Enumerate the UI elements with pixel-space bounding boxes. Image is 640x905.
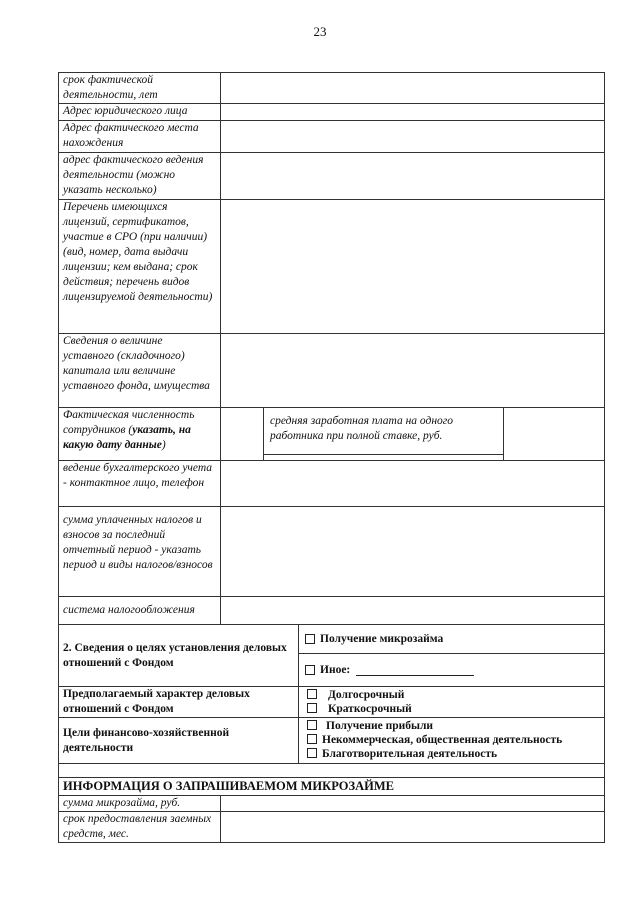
- loan-term-label: срок предоставления заемных средств, мес.: [59, 812, 221, 843]
- loan-term-field[interactable]: [221, 812, 605, 843]
- loan-info-header: ИНФОРМАЦИЯ О ЗАПРАШИВАЕМОМ МИКРОЗАЙМЕ: [59, 778, 605, 796]
- purpose-other-option[interactable]: Иное:: [305, 654, 598, 686]
- staff-count-label: Фактическая численность сотрудников (указать, на какую дату данные): [59, 408, 221, 461]
- tax-system-label: система налогообложения: [59, 597, 221, 625]
- application-form-table: [58, 72, 605, 843]
- licenses-field[interactable]: [221, 200, 605, 334]
- nature-option-short-term[interactable]: Краткосрочный: [307, 702, 596, 716]
- section2-title: 2. Сведения о целях установления деловых отношений с Фондом: [59, 625, 299, 687]
- purpose-loan-option[interactable]: Получение микрозайма: [299, 625, 604, 654]
- checkbox-icon[interactable]: [307, 734, 317, 744]
- operating-period-field[interactable]: [221, 73, 605, 104]
- goals-option-nonprofit[interactable]: Некоммерческая, общественная деятельность: [307, 733, 596, 747]
- capital-field[interactable]: [221, 334, 605, 408]
- goals-label: Цели финансово-хозяйственной деятельности: [59, 718, 299, 764]
- page-number: 23: [313, 24, 327, 39]
- loan-amount-label: сумма микрозайма, руб.: [59, 796, 221, 812]
- actual-address-label: Адрес фактического места нахождения: [59, 121, 221, 153]
- nature-option-long-term[interactable]: Долгосрочный: [307, 688, 596, 702]
- capital-label: Сведения о величине уставного (складочного) капитала или величине уставного фонда, имущества: [59, 334, 221, 408]
- checkbox-icon[interactable]: [307, 720, 317, 730]
- taxes-paid-label: сумма уплаченных налогов и взносов за последний отчетный период - указать период и виды налогов/взносов: [59, 507, 221, 597]
- taxes-paid-field[interactable]: [221, 507, 605, 597]
- checkbox-icon[interactable]: [305, 665, 315, 675]
- spacer-row: [59, 764, 605, 778]
- licenses-label: Перечень имеющихся лицензий, сертификатов, участие в СРО (при наличии) (вид, номер, дата выдачи лицензии; кем выдана; срок действия; перечень видов лицензируемой деятельности): [59, 200, 221, 334]
- business-address-field[interactable]: [221, 153, 605, 200]
- checkbox-icon[interactable]: [307, 703, 317, 713]
- business-address-label: адрес фактического ведения деятельности (можно указать несколько): [59, 153, 221, 200]
- nature-label: Предполагаемый характер деловых отношений с Фондом: [59, 687, 299, 718]
- staff-count-field[interactable]: [221, 408, 264, 460]
- checkbox-icon[interactable]: [307, 689, 317, 699]
- legal-address-label: Адрес юридического лица: [59, 104, 221, 121]
- legal-address-field[interactable]: [221, 104, 605, 121]
- operating-period-label: срок фактической деятельности, лет: [59, 73, 221, 104]
- checkbox-icon[interactable]: [305, 634, 315, 644]
- loan-amount-field[interactable]: [221, 796, 605, 812]
- salary-field[interactable]: [504, 408, 605, 460]
- tax-system-field[interactable]: [221, 597, 605, 625]
- checkbox-icon[interactable]: [307, 748, 317, 758]
- purpose-other-input[interactable]: [356, 664, 474, 676]
- salary-label: средняя заработная плата на одного работника при полной ставке, руб.: [264, 410, 503, 455]
- accounting-contact-field[interactable]: [221, 461, 605, 507]
- actual-address-field[interactable]: [221, 121, 605, 153]
- goals-option-profit[interactable]: Получение прибыли: [307, 719, 596, 733]
- goals-option-charity[interactable]: Благотворительная деятельность: [307, 747, 596, 761]
- accounting-contact-label: ведение бухгалтерского учета - контактное лицо, телефон: [59, 461, 221, 507]
